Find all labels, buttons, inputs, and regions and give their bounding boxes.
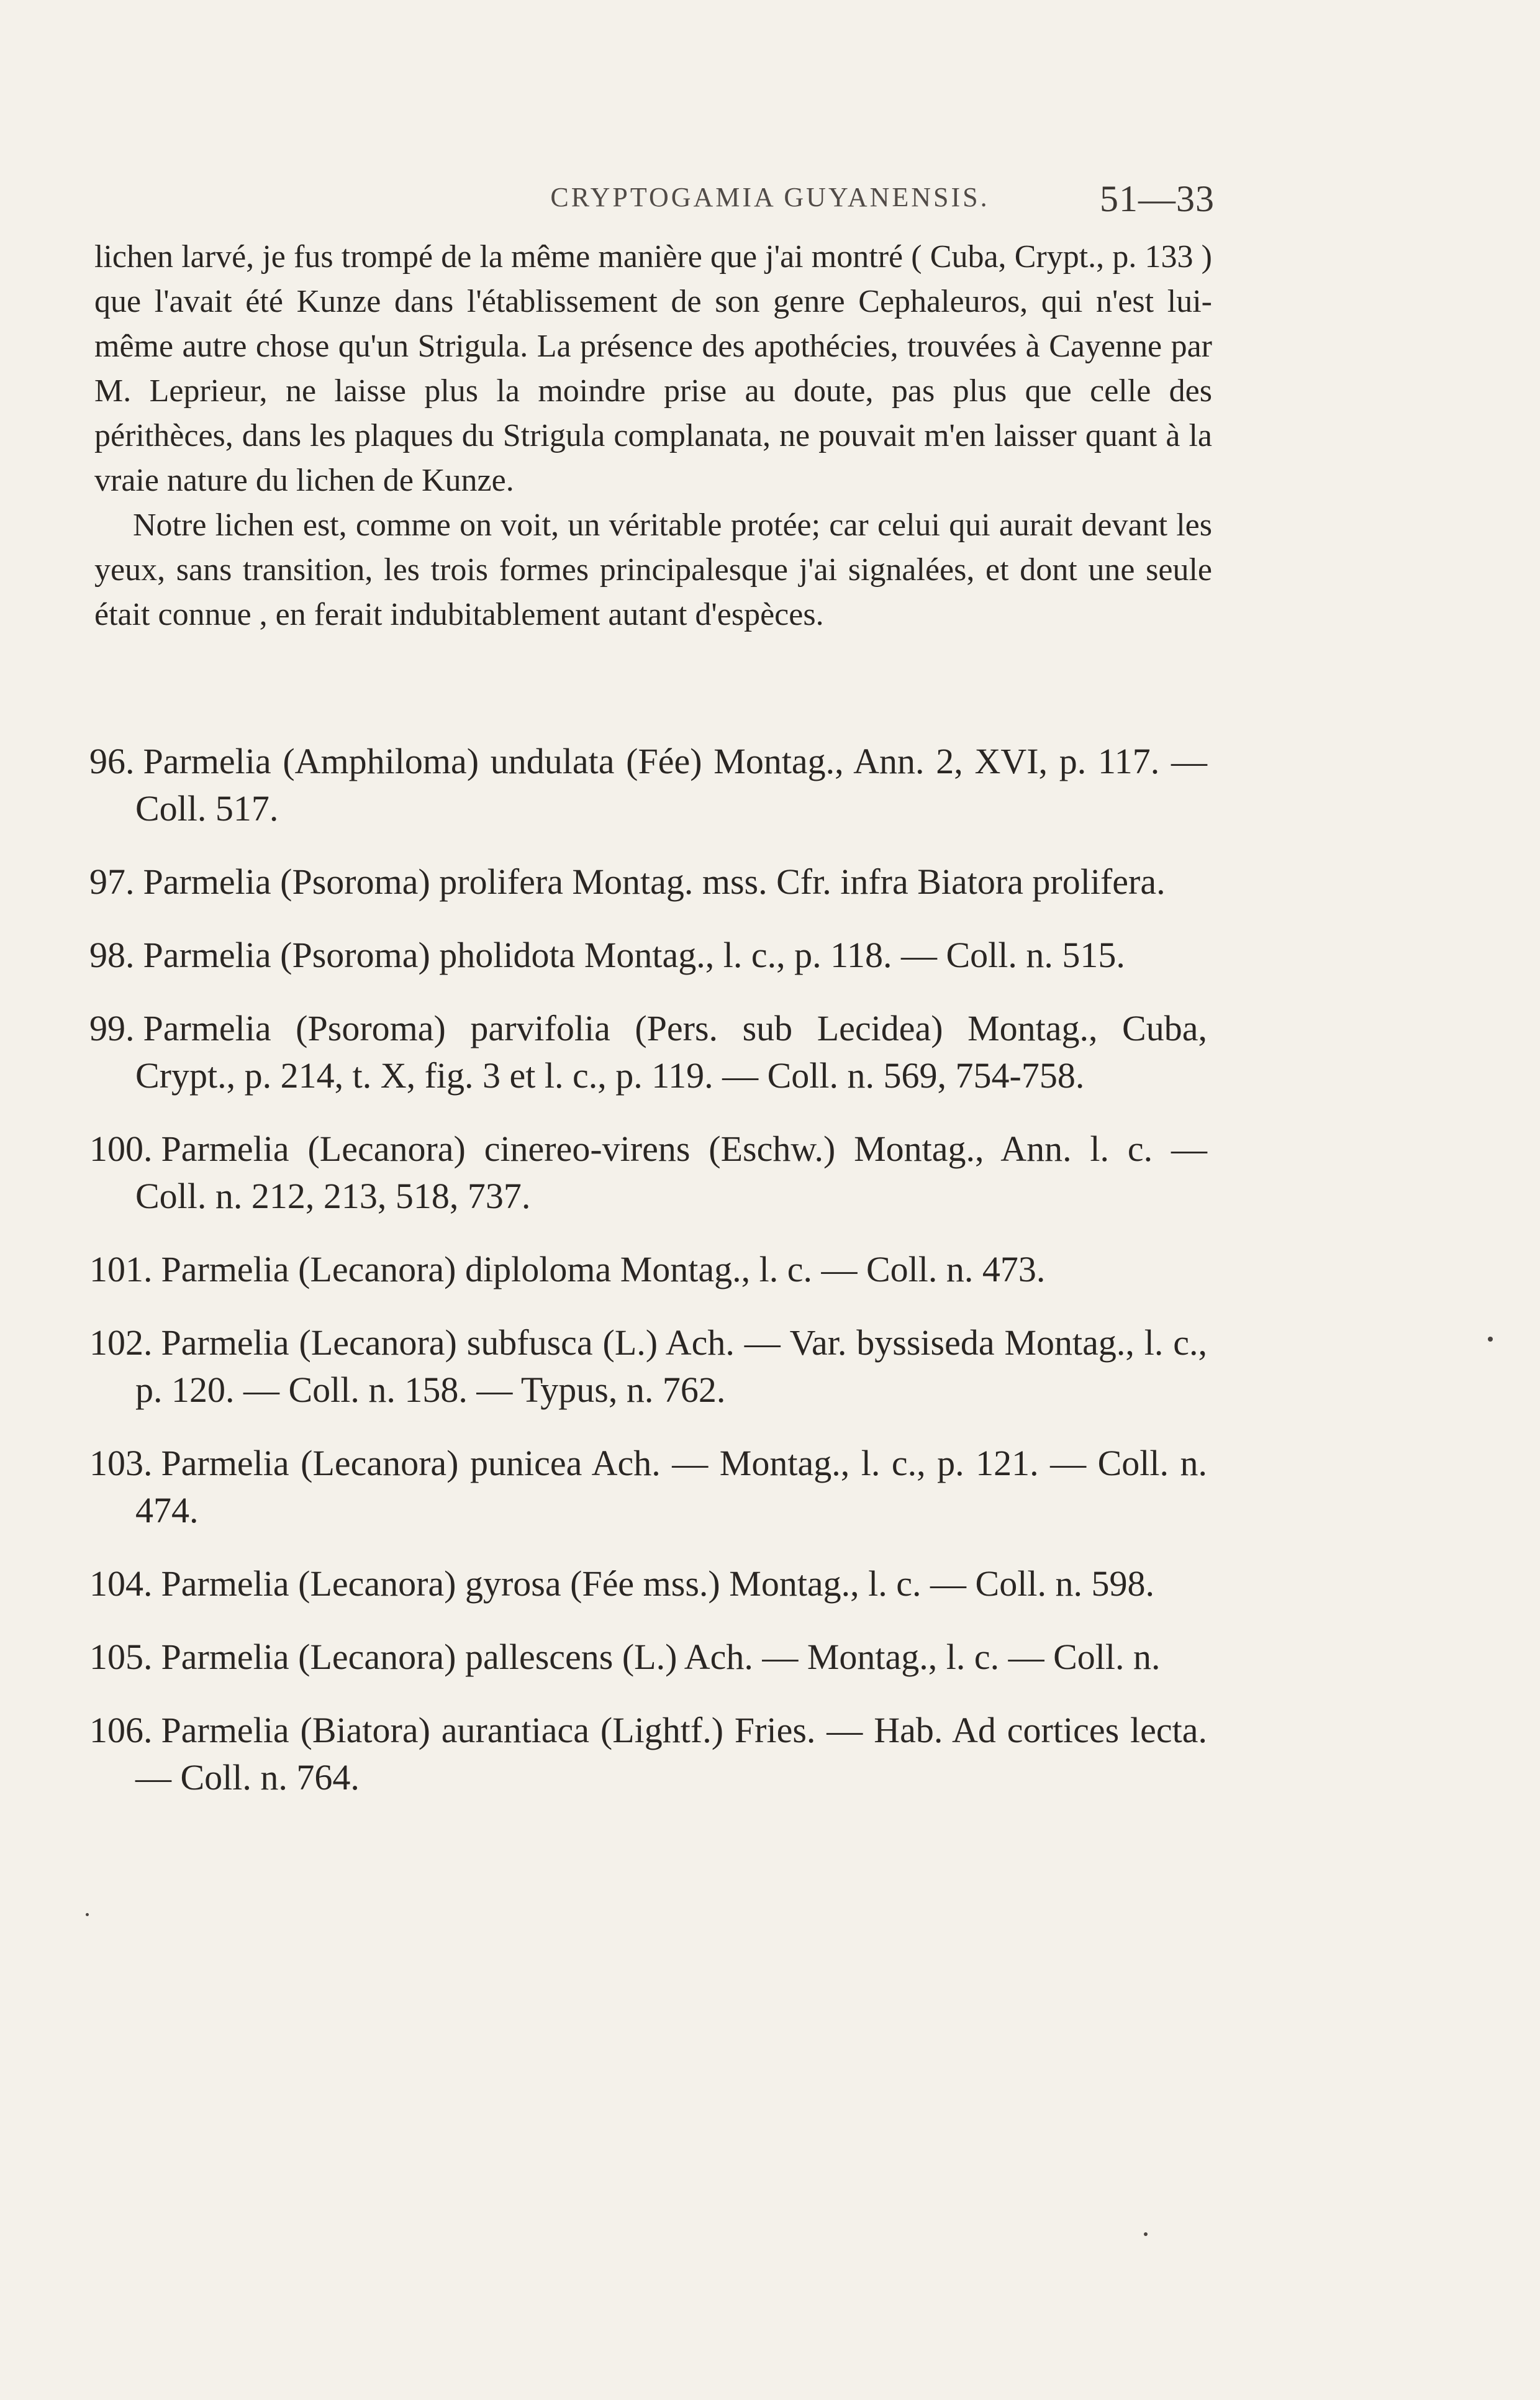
species-entry: [89, 932, 1207, 979]
entry-number: 102.: [89, 1322, 153, 1363]
entry-text: Parmelia (Lecanora) subfusca (L.) Ach. — Var. byssiseda Montag., l. c., p. 120. — Coll. n. 158. — Typus, n. 762.: [135, 1322, 1207, 1410]
entry-number: 101.: [89, 1249, 153, 1289]
entry-text: Parmelia (Amphiloma) undulata (Fée) Montag., Ann. 2, XVI, p. 117. — Coll. 517.: [135, 741, 1207, 829]
paragraph-continuation: lichen larvé, je fus trompé de la même manière que j'ai montré ( Cuba, Crypt., p. 133 ) que l'avait été Kunze dans l'établissement de son genre Cephaleuros, qui n'est lui-même autre chose qu'un Strigula. La présence des apothécies, trouvées à Cayenne par M. Leprieur, ne laisse plus la moindre prise au doute, pas plus que celle des périthèces, dans les plaques du Strigula complanata, ne pouvait m'en laisser quant à la vraie nature du lichen de Kunze.: [94, 239, 1212, 498]
entry-number: 97.: [89, 861, 135, 902]
page-number: 51—33: [1100, 178, 1215, 219]
entry-number: 105.: [89, 1637, 153, 1677]
entry-number: 96.: [89, 741, 135, 781]
entry-text: Parmelia (Lecanora) gyrosa (Fée mss.) Montag., l. c. — Coll. n. 598.: [161, 1563, 1154, 1604]
species-entry: [89, 1125, 1207, 1220]
species-entry: [89, 1707, 1207, 1801]
species-entry: [89, 1005, 1207, 1099]
species-entry: [89, 1560, 1207, 1607]
species-list: [89, 738, 1207, 1827]
species-entry: [89, 1440, 1207, 1534]
entry-text: Parmelia (Lecanora) diploloma Montag., l. c. — Coll. n. 473.: [161, 1249, 1046, 1289]
entry-number: 104.: [89, 1563, 153, 1604]
entry-text: Parmelia (Psoroma) parvifolia (Pers. sub Lecidea) Montag., Cuba, Crypt., p. 214, t. X, fig. 3 et l. c., p. 119. — Coll. n. 569, 754-758.: [135, 1008, 1207, 1096]
entry-text: Parmelia (Biatora) aurantiaca (Lightf.) Fries. — Hab. Ad cortices lecta. — Coll. n. 764.: [135, 1710, 1207, 1798]
entry-number: 99.: [89, 1008, 135, 1048]
page-header: [0, 178, 1540, 225]
species-entry: [89, 1246, 1207, 1293]
entry-text: Parmelia (Psoroma) pholidota Montag., l. c., p. 118. — Coll. n. 515.: [143, 935, 1125, 975]
ink-speck: [1488, 1337, 1493, 1342]
paragraph-remark: Notre lichen est, comme on voit, un véritable protée; car celui qui aurait devant les yeux, sans transition, les trois formes principalesque j'ai signalées, et dont une seule était connue , en ferait indubitablement autant d'espèces.: [94, 507, 1212, 632]
entry-text: Parmelia (Lecanora) pallescens (L.) Ach. — Montag., l. c. — Coll. n.: [161, 1637, 1161, 1677]
ink-speck: [1144, 2232, 1148, 2236]
species-entry: [89, 1634, 1207, 1681]
body-text: [94, 235, 1212, 637]
entry-text: Parmelia (Lecanora) punicea Ach. — Montag., l. c., p. 121. — Coll. n. 474.: [135, 1443, 1207, 1530]
ink-speck: [86, 1913, 89, 1916]
entry-number: 106.: [89, 1710, 153, 1750]
species-entry: [89, 1319, 1207, 1414]
entry-number: 98.: [89, 935, 135, 975]
species-entry: [89, 858, 1207, 906]
entry-number: 100.: [89, 1129, 153, 1169]
entry-text: Parmelia (Psoroma) prolifera Montag. mss. Cfr. infra Biatora prolifera.: [143, 861, 1166, 902]
entry-number: 103.: [89, 1443, 153, 1483]
species-entry: [89, 738, 1207, 832]
entry-text: Parmelia (Lecanora) cinereo-virens (Eschw.) Montag., Ann. l. c. — Coll. n. 212, 213, 518, 737.: [135, 1129, 1207, 1216]
running-head: CRYPTOGAMIA GUYANENSIS.: [550, 182, 990, 212]
